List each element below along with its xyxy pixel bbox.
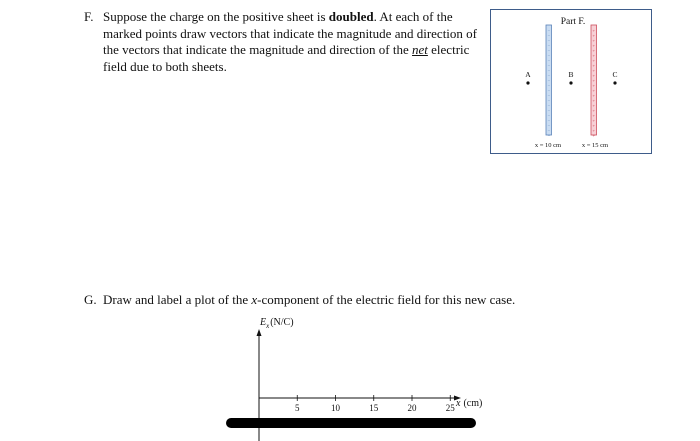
negative-charge-mark: −: [547, 118, 551, 123]
question-f-line-2: marked points draw vectors that indicate the magnitude and direction of: [103, 25, 477, 41]
positive-charge-mark: +: [592, 48, 596, 53]
positive-charge-mark: +: [592, 93, 596, 98]
positive-charge-mark: +: [592, 88, 596, 93]
negative-charge-mark: −: [547, 68, 551, 73]
x-10cm-label: x = 10 cm: [534, 142, 562, 149]
negative-charge-mark: −: [547, 128, 551, 133]
positive-charge-mark: +: [592, 78, 596, 83]
negative-charge-mark: −: [547, 88, 551, 93]
negative-charge-mark: −: [547, 53, 551, 58]
point-b-dot: [569, 81, 572, 84]
positive-charge-mark: +: [592, 73, 596, 78]
negative-charge-mark: −: [547, 48, 551, 53]
question-f-line-1-start: Suppose the charge on the positive sheet is: [103, 9, 329, 24]
question-g-text-start: Draw and label a plot of the: [103, 292, 252, 307]
negative-charge-mark: −: [547, 33, 551, 38]
point-a-label: A: [525, 70, 531, 79]
positive-charge-mark: +: [592, 118, 596, 123]
question-f-line-1-end: . At each of the: [373, 9, 453, 24]
negative-charge-mark: −: [547, 63, 551, 68]
question-f-bold-word: doubled: [328, 9, 374, 24]
y-axis-label: [259, 317, 294, 330]
positive-charge-mark: +: [592, 113, 596, 118]
question-f-line-4: field due to both sheets.: [103, 58, 227, 74]
negative-charge-mark: −: [547, 113, 551, 118]
negative-charge-mark: −: [547, 83, 551, 88]
positive-charge-mark: +: [592, 28, 596, 33]
y-axis-label-symbol: E: [260, 317, 267, 328]
negative-sheet-signs: [547, 28, 550, 138]
question-f-label: F.: [84, 9, 94, 24]
x-axis-label-variable: x: [456, 398, 461, 409]
positive-charge-mark: +: [592, 53, 596, 58]
figure-title: Part F.: [560, 17, 586, 27]
negative-charge-mark: −: [547, 43, 551, 48]
positive-charge-mark: +: [592, 103, 596, 108]
point-c-dot: [613, 81, 616, 84]
question-g-text-variable: x: [251, 292, 258, 307]
positive-charge-mark: +: [592, 128, 596, 133]
negative-charge-mark: −: [547, 28, 551, 33]
positive-charge-mark: +: [592, 108, 596, 113]
point-a-dot: [526, 81, 529, 84]
negative-charge-mark: −: [547, 38, 551, 43]
x-tick-label: 25: [445, 403, 455, 413]
part-f-figure-drawing: [491, 10, 650, 152]
question-f-line-3-start: the vectors that indicate the magnitude and direction of the: [103, 42, 413, 57]
negative-charge-mark: −: [547, 133, 551, 138]
question-g-text: [103, 292, 515, 309]
negative-charge-mark: −: [547, 103, 551, 108]
y-axis-arrow-icon: [257, 329, 262, 336]
x-tick-label: 20: [407, 403, 417, 413]
question-f-line-1: [103, 9, 473, 26]
part-f-figure: [490, 9, 652, 154]
x-tick-label: 10: [331, 403, 340, 413]
positive-charge-mark: +: [592, 58, 596, 63]
point-c-label: C: [612, 70, 618, 79]
negative-charge-mark: −: [547, 98, 551, 103]
positive-charge-mark: +: [592, 68, 596, 73]
x-tick-label: 5: [295, 403, 300, 413]
negative-charge-mark: −: [547, 93, 551, 98]
positive-charge-mark: +: [592, 43, 596, 48]
question-g-text-end: -component of the electric field for this new case.: [257, 292, 516, 307]
negative-charge-mark: −: [547, 78, 551, 83]
positive-charge-mark: +: [592, 63, 596, 68]
x-tick-label: 15: [369, 403, 379, 413]
question-f-text: [103, 9, 477, 75]
scan-redaction-bar: [226, 418, 476, 428]
positive-charge-mark: +: [592, 83, 596, 88]
question-f-line-3: [103, 42, 473, 59]
negative-charge-mark: −: [547, 108, 551, 113]
negative-charge-mark: −: [547, 73, 551, 78]
negative-charge-mark: −: [547, 123, 551, 128]
negative-charge-mark: −: [547, 58, 551, 63]
y-axis-label-subscript: x: [266, 322, 270, 330]
positive-charge-mark: +: [592, 123, 596, 128]
question-g-label: G.: [84, 292, 97, 307]
positive-sheet-signs: [592, 28, 595, 138]
positive-charge-mark: +: [592, 33, 596, 38]
x-15cm-label: x = 15 cm: [581, 142, 609, 149]
y-axis-label-unit: (N/C): [270, 317, 294, 328]
positive-charge-mark: +: [592, 98, 596, 103]
point-b-label: B: [568, 70, 574, 79]
x-axis-label-unit: (cm): [463, 398, 483, 409]
positive-charge-mark: +: [592, 133, 596, 138]
question-f-line-3-end: electric: [427, 42, 470, 57]
positive-charge-mark: +: [592, 38, 596, 43]
x-axis-label: [455, 398, 482, 409]
question-f-emphasis-net: net: [412, 42, 428, 57]
